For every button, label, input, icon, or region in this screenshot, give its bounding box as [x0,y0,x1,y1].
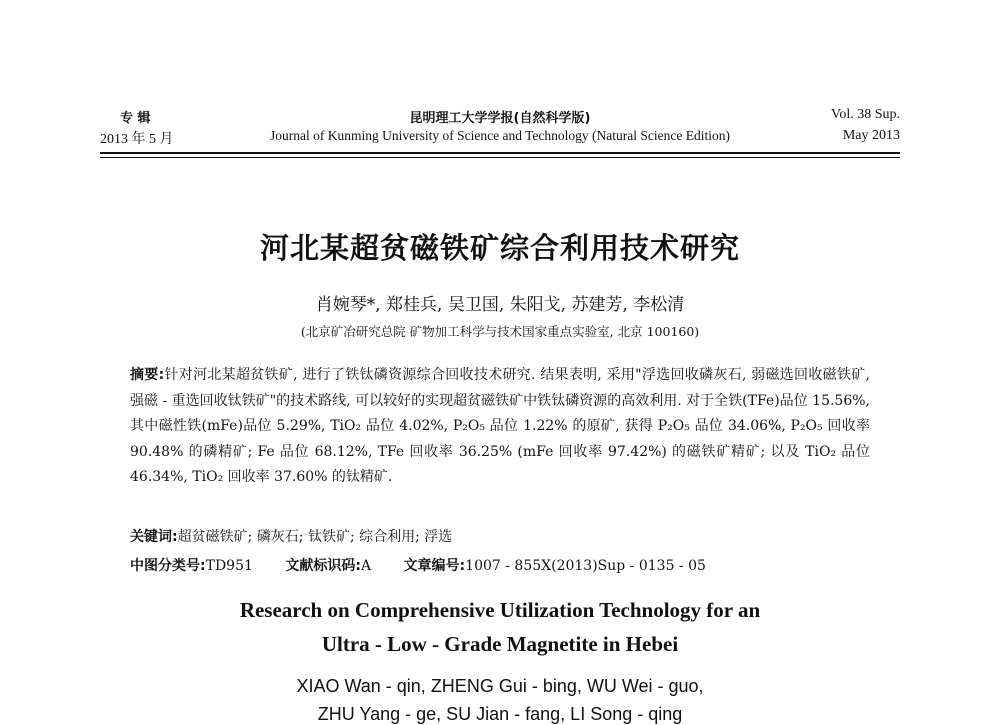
article-title-en-line2: Ultra - Low - Grade Magnetite in Hebei [321,632,679,656]
clc-number: 中图分类号:TD951 [130,558,253,574]
abstract [130,363,870,491]
affiliation-cn: (北京矿冶研究总院 矿物加工科学与技术国家重点实验室, 北京 100160) [300,324,700,339]
authors-cn: 肖婉琴*, 郑桂兵, 吴卫国, 朱阳戈, 苏建芳, 李松清 [315,295,685,315]
header-rule-thick [100,152,900,154]
header-issue-date-en: May 2013 [842,128,900,143]
article-title-en-line1: Research on Comprehensive Utilization Technology for an [239,598,761,622]
authors-en-line1: XIAO Wan - qin, ZHENG Gui - bing, WU Wei - guo, [296,676,704,696]
journal-title-en: Journal of Kunming University of Science and Technology (Natural Science Edition) [270,128,730,143]
document-code: 文献标识码:A [285,558,372,574]
header-volume: Vol. 38 Sup. [831,107,900,122]
abstract-label: 摘要: [130,367,165,383]
header-issue-date-cn: 2013 年 5 月 [100,132,174,147]
header-rule-thin [100,157,900,158]
classification-line [130,555,734,575]
keywords [130,526,452,546]
article-title-cn: 河北某超贫磁铁矿综合利用技术研究 [259,231,740,265]
keywords-text: 超贫磁铁矿; 磷灰石; 钛铁矿; 综合利用; 浮选 [177,529,453,545]
journal-title-cn: 昆明理工大学学报(自然科学版) [409,111,591,126]
authors-en-line2: ZHU Yang - ge, SU Jian - fang, LI Song - qing [317,704,683,724]
abstract-text: 针对河北某超贫铁矿, 进行了铁钛磷资源综合回收技术研究. 结果表明, 采用"浮选回收磷灰石, 弱磁选回收磁铁矿, 强磁 - 重选回收钛铁矿"的技术路线, 可以较好的实现超贫磁铁矿中铁钛磷资源的高效利用. 对于全铁(TFe)品位 15.56%, 其中磁性铁(mFe)品位 5.29%, TiO₂ 品位 4.02%, P₂O₅ 品位 1.22% 的原矿, 获得 P₂O₅ 品位 34.06%, P₂O₅ 回收率 90.48% 的磷精矿; Fe 品位 68.12%, TFe 回收率 36.25% (mFe 回收率 97.42%) 的磁铁矿精矿; 以及 TiO₂ 品位 46.34%, TiO₂ 回收率 37.60% 的钛精矿. [130,367,870,485]
header-column-label: 专 辑 [120,111,151,126]
article-number: 文章编号:1007 - 855X(2013)Sup - 0135 - 05 [403,558,706,574]
keywords-label: 关键词: [130,529,178,545]
